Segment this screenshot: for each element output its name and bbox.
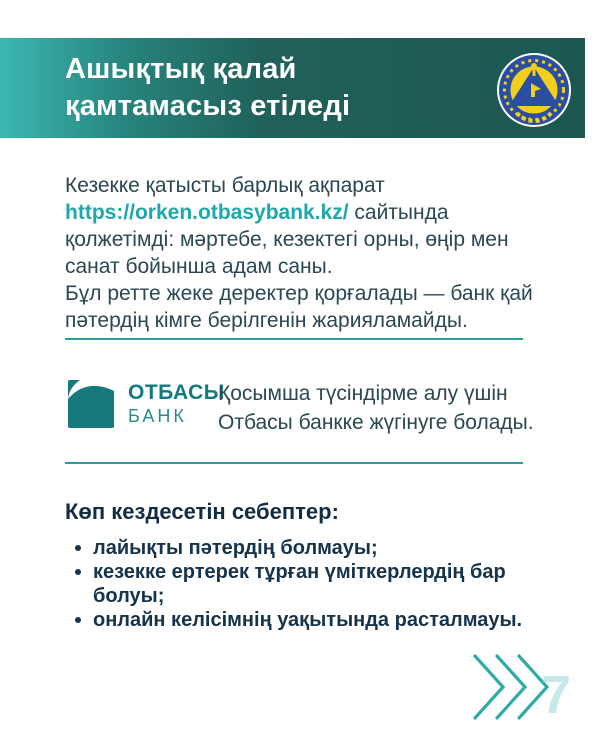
reason-list-item [65,536,547,560]
bank-note-text: Қосымша түсіндірме алу үшін Отбасы банкке жүгінуге болады. [218,382,534,434]
orken-site-link[interactable]: https://orken.otbasybank.kz/ [65,201,349,224]
reason-item-text: лайықты пәтердің болмауы; [93,537,378,559]
page-title-line1: Ашықтық қалай [65,53,297,85]
otbasy-bank-logo-icon [68,380,114,428]
bank-wordmark-title: ОТБАСЫ [128,381,225,404]
intro-paragraph [65,172,545,334]
karaganda-region-emblem-icon [497,53,571,127]
otbasy-bank-wordmark [128,382,225,425]
reason-item-text: онлайн келісімнің уақытында расталмауы. [93,609,523,631]
reason-item-text: кезекке ертерек тұрған үміткерлердің бар болуы; [93,561,506,607]
divider-top [65,338,523,340]
page-title [0,51,350,125]
page-title-line2: қамтамасыз етіледі [65,90,351,122]
reason-list-item [65,608,547,632]
intro-text-before-link: Кезекке қатысты барлық ақпарат [65,174,385,197]
reasons-list [65,536,547,632]
reason-list-item [65,560,547,608]
triple-chevron-right-icon [472,653,550,721]
page-number: 7 [541,665,572,725]
reasons-heading: Көп кездесетін себептер: [65,499,339,524]
privacy-note: Бұл ретте жеке деректер қорғалады — банк қай пәтердің кімге берілгенін жарияламайды. [65,282,533,332]
divider-bottom [65,462,523,464]
intro-text-after-link: сайтында қолжетімді: мәртебе, кезектегі орны, өңір мен санат бойынша адам саны. [65,201,509,278]
bank-wordmark-subtitle: БАНК [128,406,187,426]
